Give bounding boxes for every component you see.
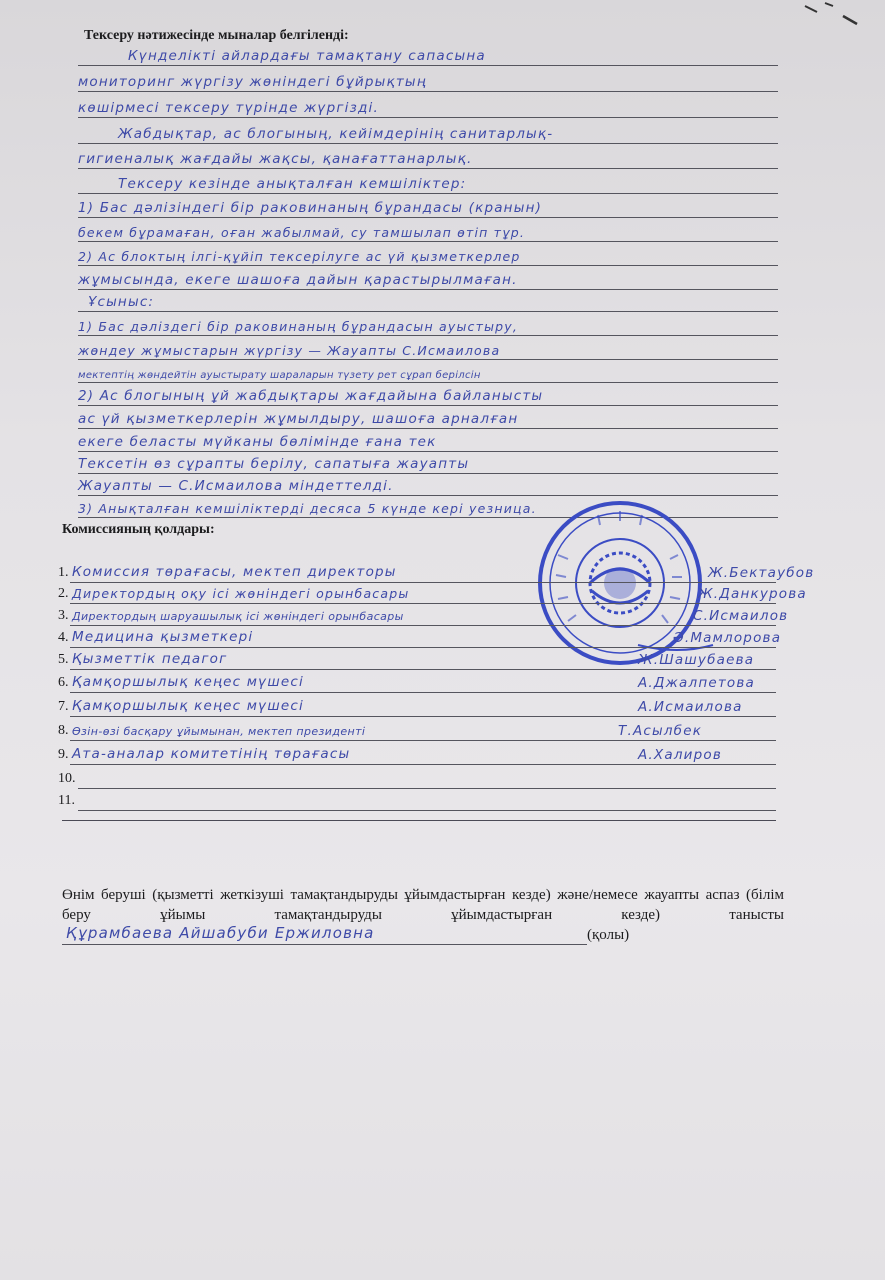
divider-line [62, 820, 776, 821]
findings-line: Тексетін өз сұрапты берілу, сапатыға жауапты [78, 452, 778, 474]
findings-line: мектептің жөндейтін ауыстырату шараларын түзету рет сұрап берілсін [78, 361, 778, 383]
commission-signatures-heading: Комиссияның қолдары: [62, 522, 215, 537]
commission-row: 10. [58, 769, 776, 789]
commission-row: 2. Директордың оқу ісі жөніндегі орынбасары Ж.Данкурова [58, 586, 807, 602]
commission-row: 9. Ата-аналар комитетінің төрағасы А.Халиров [58, 745, 776, 765]
commission-row: 7. Қамқоршылық кеңес мүшесі А.Исмаилова [58, 697, 776, 717]
inspection-results-heading: Тексеру нәтижесінде мыналар белгіленді: [84, 28, 349, 43]
producer-signature-field: Құрамбаева Айшабуби Ержиловна [62, 926, 587, 945]
commission-row: 3. Директордың шаруашылық ісі жөніндегі орынбасары С.Исмаилов [58, 608, 789, 624]
commission-row: 1. Комиссия төрағасы, мектеп директоры Ж.Бектаубов [58, 564, 815, 581]
findings-line: гигиеналық жағдайы жақсы, қанағаттанарлық. [78, 147, 778, 169]
findings-line: 2) Ас блогының ұй жабдықтары жағдайына байланысты [78, 384, 778, 406]
findings-line: мониторинг жүргізу жөніндегі бұйрықтың [78, 70, 778, 92]
commission-row: 6. Қамқоршылық кеңес мүшесі А.Джалпетова [58, 673, 776, 693]
findings-line: жұмысында, екеге шашоға дайын қарастырылмаған. [78, 268, 778, 290]
findings-line: 1) Бас дәліздегі бір раковинаның бұрандасын ауыстыру, [78, 314, 778, 336]
findings-line: көшірмесі тексеру түрінде жүргізді. [78, 96, 778, 118]
findings-line: ас үй қызметкерлерін жұмылдыру, шашоға арналған [78, 407, 778, 429]
commission-row: 11. [58, 791, 776, 811]
findings-line: 1) Бас дәлізіндегі бір раковинаның бұрандасы (кранын) [78, 196, 778, 218]
producer-acknowledgement: Өнім беруші (қызметті жеткізуші тамақтандыруды ұйымдастырған кезде) және/немесе жауапты аспаз (білім беру ұйымы тамақтандыруды ұйымдастырған кезде) танысты Құрамбаева Айшабуби Ержиловна (қолы) [62, 887, 784, 943]
corner-pen-marks [795, 0, 865, 30]
commission-row: 4. Медицина қызметкері Ә.Мамлорова [58, 629, 782, 646]
commission-row: 5. Қызметтік педагог Ж.Шашубаева [58, 650, 776, 670]
findings-line: бекем бұрамаған, оған жабылмай, су тамшылап өтіп тұр. [78, 220, 778, 242]
findings-line: Жауапты — С.Исмаилова міндеттелді. [78, 474, 778, 496]
findings-line: екеге беласты мүйканы бөлімінде ғана тек [78, 430, 778, 452]
findings-line: Ұсыныс: [78, 290, 778, 312]
commission-row: 8. Өзін-өзі басқару ұйымынан, мектеп президенті Т.Асылбек [58, 721, 776, 741]
findings-line: 2) Ас блоктың ілгі-құйіп тексерілуге ас үй қызметкерлер [78, 244, 778, 266]
findings-line: Жабдықтар, ас блогының, кейімдерінің санитарлық- [78, 122, 778, 144]
findings-line: Күнделікті айлардағы тамақтану сапасына [78, 44, 778, 66]
findings-line: 3) Анықталған кемшіліктерді десяса 5 күнде кері уезница. [78, 496, 778, 518]
findings-line: Тексеру кезінде анықталған кемшіліктер: [78, 172, 778, 194]
findings-line: жөндеу жұмыстарын жүргізу — Жауапты С.Исмаилова [78, 338, 778, 360]
